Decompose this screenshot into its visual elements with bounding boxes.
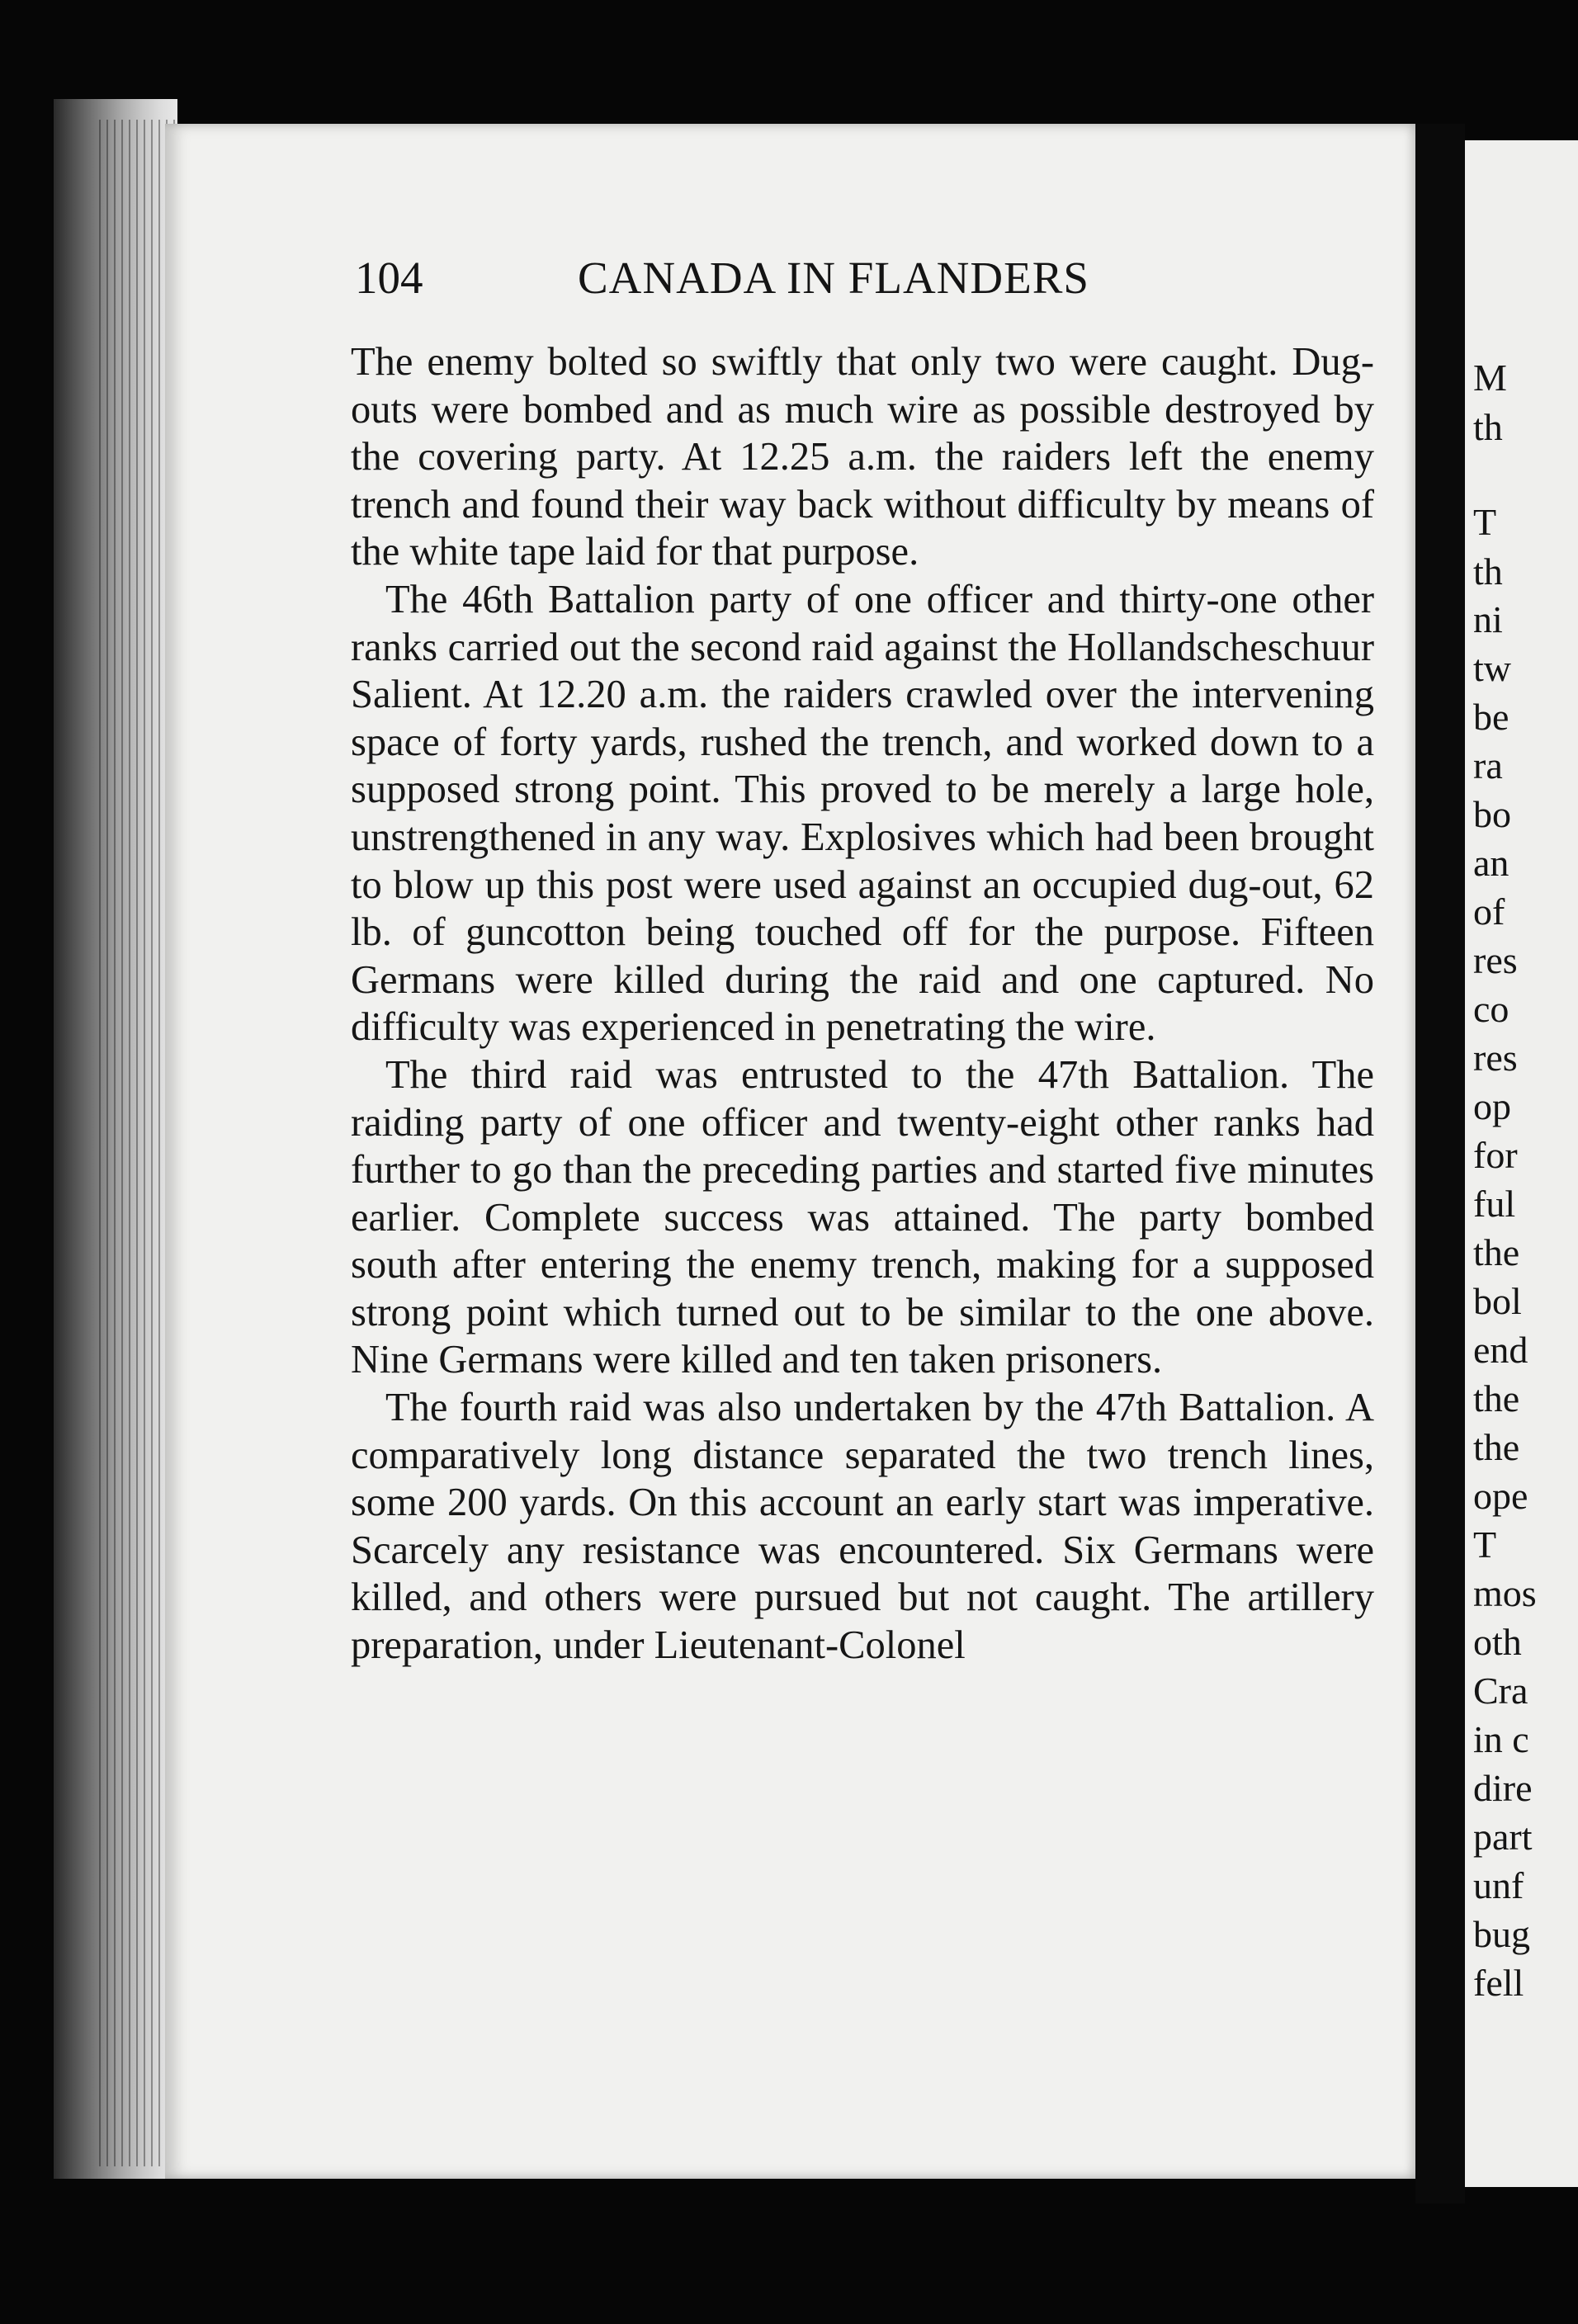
right-page-fragment: tw — [1473, 647, 1511, 689]
right-page-fragment: dire — [1473, 1767, 1533, 1809]
paragraph: The fourth raid was also undertaken by the 47th Battalion. A comparatively long distance separated the two trench lines, some 200 yards. On this account an early start was imperative. Scarcely any resistance was encountered. Six Germans were killed, and others were pursued but not caught. The artillery preparation, under Lieutenant-Colonel — [351, 1386, 1374, 1668]
right-page-fragment: the — [1473, 1426, 1520, 1468]
right-page-fragment: bol — [1473, 1280, 1522, 1322]
right-page-fragment: op — [1473, 1085, 1511, 1127]
right-page-fragment: of — [1473, 890, 1505, 933]
right-page-fragment: res — [1473, 1037, 1518, 1079]
right-page-fragment: M — [1473, 357, 1507, 399]
right-page-fragment: ful — [1473, 1183, 1516, 1225]
right-page-fragment: the — [1473, 1231, 1520, 1273]
right-page-fragment: bo — [1473, 793, 1511, 835]
right-page-fragment: co — [1473, 988, 1509, 1030]
page-number: 104 — [355, 253, 423, 303]
running-title: CANADA IN FLANDERS — [578, 253, 1089, 303]
right-page-fragment: T — [1473, 1523, 1497, 1566]
right-page-fragment: Cra — [1473, 1670, 1528, 1712]
paragraph: The third raid was entrusted to the 47th Battalion. The raiding party of one officer and twenty-eight other ranks had further to go than the preceding parties and started five minutes earlier. Complete success was attained. The party bombed south after entering the enemy trench, making for a supposed strong point which turned out to be similar to the one above. Nine Germans were killed and ten taken prisoners. — [351, 1052, 1374, 1382]
right-page — [1465, 140, 1578, 2187]
right-page-fragment: res — [1473, 939, 1518, 981]
paragraph: The enemy bolted so swiftly that only two were caught. Dug-outs were bombed and as much wire as possible destroyed by the covering party. At 12.25 a.m. the raiders left the enemy trench and found their way back without difficulty by means of the white tape laid for that purpose. — [351, 340, 1374, 574]
right-page-fragment: an — [1473, 842, 1509, 884]
right-page-fragment: fell — [1473, 1962, 1524, 2004]
right-page-fragment: be — [1473, 696, 1509, 738]
paragraph: The 46th Battalion party of one officer and thirty-one other ranks carried out the second raid against the Hollandscheschuur Salient. At 12.20 a.m. the raiders crawled over the intervening space of forty yards, rushed the trench, and worked down to a supposed strong point. This proved to be merely a large hole, unstrengthened in any way. Explosives which had been brought to blow up this post were used against an occupied dug-out, 62 lb. of guncotton being touched off for the purpose. Fifteen Germans were killed during the raid and one captured. No difficulty was experienced in penetrating the wire. — [351, 577, 1374, 1050]
right-page-fragment: bug — [1473, 1913, 1530, 1955]
right-page-fragment: ope — [1473, 1475, 1528, 1517]
right-page-fragment: oth — [1473, 1621, 1522, 1663]
right-page-fragment: end — [1473, 1329, 1528, 1371]
right-page-fragment: th — [1473, 550, 1503, 593]
right-page-fragment: ra — [1473, 744, 1503, 786]
page-header — [355, 252, 1395, 318]
right-page-fragment: mos — [1473, 1572, 1537, 1614]
right-page-fragment: part — [1473, 1816, 1533, 1858]
body-text — [351, 338, 1374, 1670]
right-page-fragment: unf — [1473, 1864, 1524, 1906]
right-page-fragment: in c — [1473, 1718, 1529, 1760]
right-page-fragment: ni — [1473, 598, 1503, 640]
right-page-fragment: th — [1473, 406, 1503, 448]
right-page-fragment: the — [1473, 1377, 1520, 1419]
book-gutter — [1415, 124, 1465, 2204]
right-page-fragment: T — [1473, 501, 1497, 543]
right-page-fragment: for — [1473, 1134, 1518, 1176]
